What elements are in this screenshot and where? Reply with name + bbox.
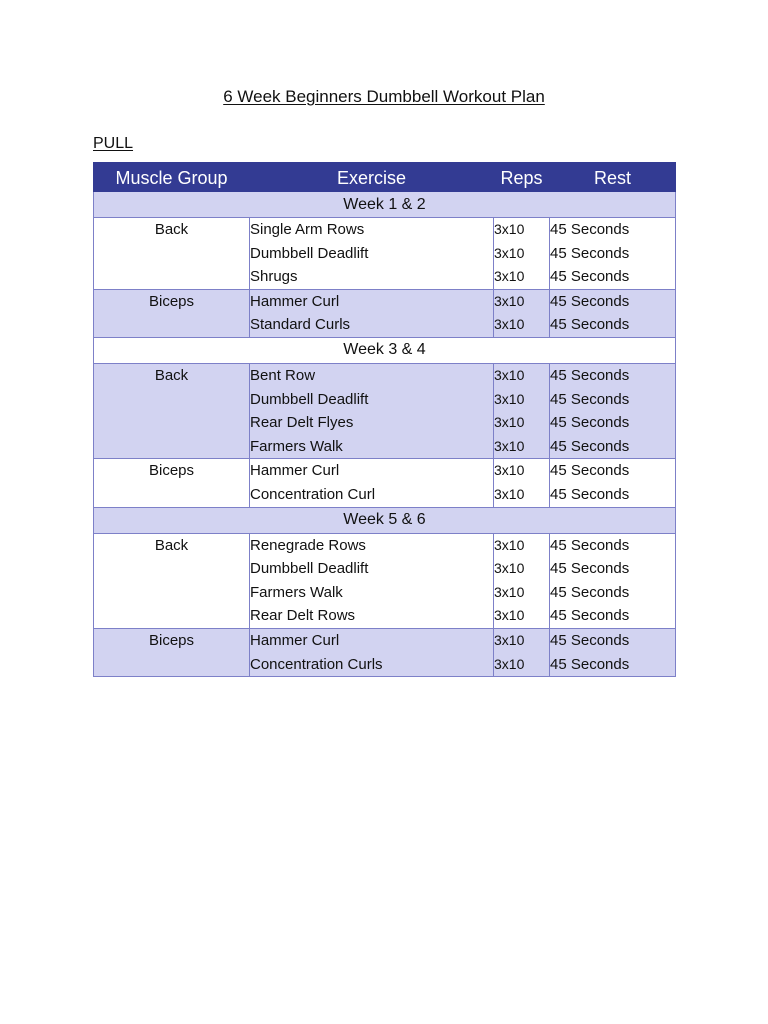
- muscle-group-label: Biceps: [148, 462, 195, 480]
- rest-value: 45 Seconds: [550, 221, 630, 238]
- table-row: [94, 533, 676, 628]
- table-row: [94, 289, 676, 337]
- rest-value: 45 Seconds: [550, 560, 630, 578]
- table-row: [94, 218, 676, 290]
- muscle-group-cell: [94, 218, 250, 290]
- table-body: [94, 192, 676, 677]
- reps-cell: [494, 533, 550, 628]
- muscle-group-label: Back: [154, 221, 189, 238]
- muscle-group-cell: [94, 628, 250, 676]
- reps-value: 3x10: [494, 268, 525, 285]
- muscle-group-label: Back: [154, 536, 189, 554]
- muscle-group-cell: [94, 289, 250, 337]
- rest-cell: [550, 533, 676, 628]
- reps-cell: [494, 363, 550, 458]
- exercise-cell: [250, 363, 494, 458]
- muscle-group-label: Back: [154, 366, 189, 384]
- reps-value: 3x10: [494, 414, 525, 431]
- rest-value: 45 Seconds: [550, 244, 630, 262]
- exercise-value: Renegrade Rows: [250, 536, 366, 554]
- exercise-value: Standard Curls: [250, 316, 351, 334]
- week-label: Week 1 & 2: [94, 192, 676, 218]
- muscle-group-cell: [94, 363, 250, 458]
- muscle-group-cell: [94, 533, 250, 628]
- workout-table: [93, 162, 676, 677]
- exercise-cell: [250, 628, 494, 676]
- table-row: [94, 628, 676, 676]
- rest-value: 45 Seconds: [550, 655, 630, 673]
- exercise-cell: [250, 289, 494, 337]
- reps-value: 3x10: [494, 221, 525, 237]
- exercise-value: Bent Row: [250, 366, 316, 384]
- reps-value: 3x10: [494, 390, 525, 407]
- rest-value: 45 Seconds: [550, 366, 630, 384]
- rest-value: 45 Seconds: [550, 316, 630, 334]
- exercise-cell: [250, 218, 494, 290]
- rest-value: 45 Seconds: [550, 631, 630, 649]
- reps-value: 3x10: [494, 607, 525, 624]
- exercise-value: Rear Delt Flyes: [250, 414, 354, 432]
- header-muscle-group: Muscle Group: [94, 163, 250, 192]
- week-row: [94, 192, 676, 218]
- reps-value: 3x10: [494, 244, 525, 261]
- rest-value: 45 Seconds: [550, 268, 630, 286]
- document-title: 6 Week Beginners Dumbbell Workout Plan: [223, 87, 545, 106]
- rest-value: 45 Seconds: [550, 485, 630, 503]
- reps-value: 3x10: [494, 366, 525, 383]
- header-reps: Reps: [494, 163, 550, 192]
- exercise-cell: [250, 459, 494, 507]
- rest-cell: [550, 459, 676, 507]
- rest-value: 45 Seconds: [550, 536, 630, 554]
- reps-value: 3x10: [494, 583, 525, 600]
- week-row: [94, 337, 676, 363]
- header-rest: Rest: [550, 163, 676, 192]
- rest-value: 45 Seconds: [550, 583, 630, 601]
- exercise-value: Hammer Curl: [250, 292, 340, 310]
- exercise-value: Single Arm Rows: [250, 221, 365, 238]
- reps-value: 3x10: [494, 462, 525, 479]
- table-header-row: [94, 163, 676, 192]
- exercise-value: Hammer Curl: [250, 631, 340, 649]
- reps-value: 3x10: [494, 292, 525, 309]
- exercise-value: Shrugs: [250, 268, 298, 286]
- reps-cell: [494, 289, 550, 337]
- muscle-group-label: Biceps: [148, 292, 195, 310]
- rest-value: 45 Seconds: [550, 607, 630, 625]
- rest-value: 45 Seconds: [550, 437, 630, 455]
- week-label: Week 3 & 4: [94, 337, 676, 363]
- reps-value: 3x10: [494, 560, 525, 577]
- exercise-value: Dumbbell Deadlift: [250, 390, 369, 408]
- rest-value: 45 Seconds: [550, 414, 630, 432]
- exercise-value: Rear Delt Rows: [250, 607, 356, 625]
- reps-value: 3x10: [494, 437, 525, 454]
- muscle-group-cell: [94, 459, 250, 507]
- rest-cell: [550, 218, 676, 290]
- exercise-value: Hammer Curl: [250, 462, 340, 480]
- reps-value: 3x10: [494, 485, 525, 502]
- rest-value: 45 Seconds: [550, 292, 630, 310]
- exercise-cell: [250, 533, 494, 628]
- reps-cell: [494, 218, 550, 290]
- exercise-value: Farmers Walk: [250, 583, 343, 601]
- table-row: [94, 459, 676, 507]
- reps-value: 3x10: [494, 631, 525, 648]
- reps-value: 3x10: [494, 536, 525, 553]
- rest-cell: [550, 363, 676, 458]
- rest-value: 45 Seconds: [550, 390, 630, 408]
- header-exercise: Exercise: [250, 163, 494, 192]
- exercise-value: Concentration Curl: [250, 485, 376, 503]
- section-label-pull: PULL: [93, 135, 134, 152]
- week-row: [94, 507, 676, 533]
- reps-cell: [494, 628, 550, 676]
- reps-value: 3x10: [494, 316, 525, 333]
- exercise-value: Dumbbell Deadlift: [250, 244, 369, 262]
- week-label: Week 5 & 6: [94, 507, 676, 533]
- muscle-group-label: Biceps: [148, 631, 195, 649]
- reps-cell: [494, 459, 550, 507]
- exercise-value: Concentration Curls: [250, 655, 383, 673]
- exercise-value: Farmers Walk: [250, 437, 343, 455]
- table-row: [94, 363, 676, 458]
- rest-cell: [550, 289, 676, 337]
- rest-value: 45 Seconds: [550, 462, 630, 480]
- reps-value: 3x10: [494, 655, 525, 672]
- rest-cell: [550, 628, 676, 676]
- exercise-value: Dumbbell Deadlift: [250, 560, 369, 578]
